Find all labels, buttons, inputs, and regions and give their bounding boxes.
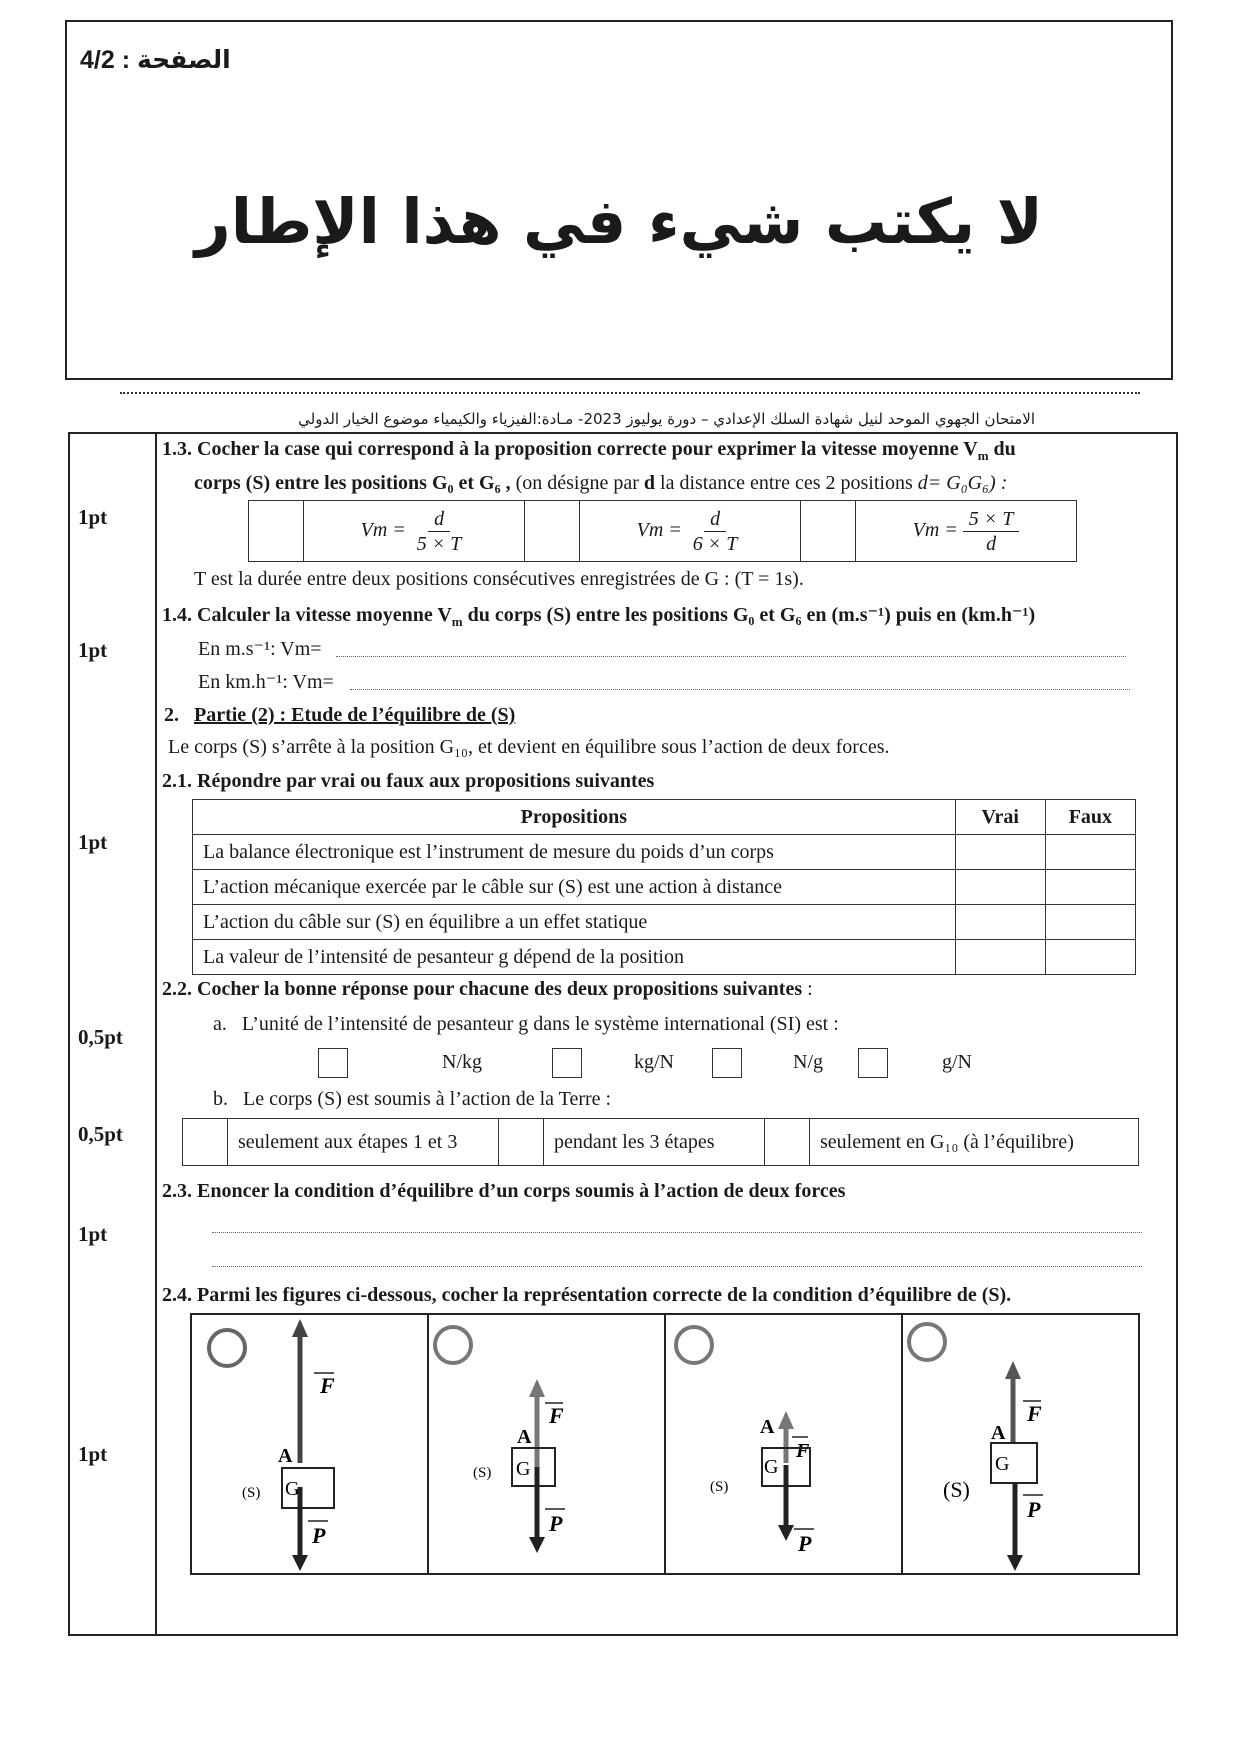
true-false-table [192, 799, 1136, 975]
vm-option-1-den: 5 × T [416, 532, 462, 555]
q23-answer-line-2[interactable] [212, 1266, 1142, 1267]
q13-note: T est la durée entre deux positions consécutives enregistrées de G : (T = 1s). [194, 568, 804, 590]
proposition-2: L’action mécanique exercée par le câble sur (S) est une action à distance [193, 870, 956, 905]
q21-line [162, 770, 654, 793]
no-write-notice: لا يكتب شيء في هذا الإطار [195, 185, 1043, 258]
q24-number: 2.4. [162, 1284, 192, 1306]
earth-option-3-checkbox[interactable] [765, 1119, 810, 1166]
q22a-text: L’unité de l’intensité de pesanteur g dans le système international (SI) est : [241, 1013, 839, 1035]
label-F: F [1027, 1401, 1042, 1426]
points-q23: 1pt [78, 1222, 108, 1246]
q22a-label: a. [213, 1013, 227, 1035]
q22b-label: b. [213, 1088, 228, 1110]
q13-line2-rest2: la distance entre ces 2 positions [655, 472, 918, 494]
part2-number: 2. [164, 704, 179, 726]
q21-number: 2.1. [162, 770, 192, 792]
q13-line2-d: d [643, 472, 656, 494]
figure-2-radio[interactable] [435, 1327, 471, 1363]
faux-cell-3[interactable] [1045, 905, 1135, 940]
earth-option-2-checkbox[interactable] [499, 1119, 544, 1166]
proposition-3: L’action du câble sur (S) en équilibre a un effet statique [193, 905, 956, 940]
arrowhead-icon [1007, 1555, 1023, 1571]
q13-text: Cocher la case qui correspond à la proposition correcte pour exprimer la vitesse moyenne V [197, 438, 978, 460]
col-faux: Faux [1045, 800, 1135, 835]
vm-option-2-lhs: Vm = [636, 518, 682, 541]
label-G: G [516, 1458, 531, 1480]
cut-line [120, 392, 1140, 394]
earth-action-options [182, 1118, 1139, 1166]
vm-option-2-checkbox[interactable] [525, 501, 580, 562]
label-P: P [549, 1511, 563, 1536]
q14-line [162, 602, 1162, 630]
vm-option-3-lhs: Vm = [912, 518, 958, 541]
arrowhead-icon [292, 1319, 308, 1337]
q23-line [162, 1180, 845, 1203]
label-A: A [991, 1422, 1006, 1444]
q13-line2-expr: d= G₀G₆) : [917, 472, 1008, 494]
figure-4-radio[interactable] [909, 1324, 945, 1360]
q23-text: Enoncer la condition d’équilibre d’un corps soumis à l’action de deux forces [197, 1180, 846, 1202]
vm-option-3-den: d [986, 532, 997, 555]
points-q22b: 0,5pt [78, 1122, 123, 1146]
vm-option-2 [580, 501, 801, 562]
arrowhead-icon [1005, 1361, 1021, 1379]
q22b-line [213, 1088, 611, 1111]
table-row [193, 940, 1136, 975]
arrowhead-icon [778, 1411, 794, 1429]
vm-option-1-lhs: Vm = [360, 518, 406, 541]
vm-option-1-checkbox[interactable] [249, 501, 304, 562]
label-A: A [278, 1445, 293, 1467]
q13-end: du [988, 438, 1016, 460]
vrai-cell-1[interactable] [955, 835, 1045, 870]
table-row [193, 870, 1136, 905]
label-P: P [312, 1523, 326, 1548]
unit-option-1-checkbox[interactable] [318, 1048, 348, 1083]
q14-kmh-answer-line[interactable] [350, 689, 1130, 690]
q22a-line [213, 1013, 839, 1036]
label-F: F [796, 1440, 810, 1462]
arrowhead-icon [778, 1525, 794, 1541]
q13-line1 [162, 438, 1142, 464]
q21-text: Répondre par vrai ou faux aux propositions suivantes [197, 770, 655, 792]
points-column-divider [155, 432, 157, 1636]
unit-option-2: kg/N [634, 1051, 674, 1073]
arrowhead-icon [292, 1555, 308, 1571]
q14-ms-answer-line[interactable] [336, 656, 1126, 657]
points-q14: 1pt [78, 638, 108, 662]
label-S: (S) [242, 1485, 261, 1501]
figure-1 [192, 1315, 427, 1573]
q22-text: Cocher la bonne réponse pour chacune des deux propositions suivantes [197, 978, 803, 1000]
vm-option-2-num: d [704, 507, 726, 532]
points-q13: 1pt [78, 505, 108, 529]
vm-option-3-checkbox[interactable] [801, 501, 856, 562]
unit-option-4-checkbox[interactable] [858, 1048, 888, 1083]
q14-kmh-label: En km.h⁻¹: Vm= [198, 671, 334, 693]
q22-number: 2.2. [162, 978, 192, 1000]
q14-ms-label: En m.s⁻¹: Vm= [198, 638, 322, 660]
vm-options-table [248, 500, 1077, 562]
label-P: P [798, 1531, 812, 1556]
page-number: الصفحة : 4/2 [80, 46, 231, 74]
figure-3-radio[interactable] [676, 1327, 712, 1363]
vm-option-1-num: d [428, 507, 450, 532]
faux-cell-4[interactable] [1045, 940, 1135, 975]
points-q21: 1pt [78, 830, 108, 854]
earth-option-1: seulement aux étapes 1 et 3 [228, 1119, 499, 1166]
points-q22a: 0,5pt [78, 1025, 123, 1049]
table-row [193, 835, 1136, 870]
q23-answer-line-1[interactable] [212, 1232, 1142, 1233]
q22b-text: Le corps (S) est soumis à l’action de la Terre : [243, 1088, 612, 1110]
label-G: G [995, 1453, 1010, 1475]
q13-line2 [194, 472, 1164, 495]
label-F: F [320, 1373, 335, 1398]
points-q24: 1pt [78, 1442, 108, 1466]
label-A: A [760, 1416, 775, 1438]
label-F: F [549, 1403, 564, 1428]
q22-line [162, 978, 813, 1001]
earth-option-2: pendant les 3 étapes [544, 1119, 765, 1166]
unit-option-4: g/N [942, 1051, 972, 1073]
vm-option-2-den: 6 × T [692, 532, 738, 555]
vm-option-3-num: 5 × T [963, 507, 1020, 532]
q13-sub: m [977, 448, 989, 463]
exam-header: الامتحان الجهوي الموحد لنيل شهادة السلك الإعدادي – دورة يوليوز 2023- مـادة:الفيزياء والكيمياء موضوع الخيار الدولي [298, 410, 1035, 428]
q14-text-end: du corps (S) entre les positions G₀ et G₆ en (m.s⁻¹) puis en (km.h⁻¹) [462, 604, 1036, 626]
q13-number: 1.3. [162, 438, 192, 460]
proposition-4: La valeur de l’intensité de pesanteur g dépend de la position [193, 940, 956, 975]
part2-intro: Le corps (S) s’arrête à la position G₁₀, et devient en équilibre sous l’action de deux forces. [168, 736, 890, 758]
figures-table [190, 1313, 1140, 1575]
vrai-cell-3[interactable] [955, 905, 1045, 940]
figure-4 [901, 1315, 1138, 1573]
label-S: (S) [710, 1479, 729, 1495]
q14-text: Calculer la vitesse moyenne V [197, 604, 452, 626]
earth-option-1-checkbox[interactable] [183, 1119, 228, 1166]
unit-option-3: N/g [793, 1051, 823, 1073]
q24-line [162, 1284, 1011, 1307]
q24-text: Parmi les figures ci-dessous, cocher la représentation correcte de la condition d’équilibre de (S). [197, 1284, 1012, 1306]
arrowhead-icon [529, 1379, 545, 1397]
proposition-1: La balance électronique est l’instrument de mesure du poids d’un corps [193, 835, 956, 870]
q22-text-end: : [802, 978, 813, 1000]
label-G: G [764, 1456, 779, 1478]
figure-3 [664, 1315, 901, 1573]
label-A: A [517, 1426, 532, 1448]
col-vrai: Vrai [955, 800, 1045, 835]
vrai-cell-2[interactable] [955, 870, 1045, 905]
vm-option-3 [856, 501, 1077, 562]
unit-option-2-checkbox[interactable] [552, 1048, 582, 1083]
figure-2 [427, 1315, 664, 1573]
col-propositions: Propositions [193, 800, 956, 835]
arrowhead-icon [529, 1537, 545, 1553]
faux-cell-1[interactable] [1045, 835, 1135, 870]
vm-option-1 [304, 501, 525, 562]
q14-sub: m [451, 614, 463, 629]
faux-cell-2[interactable] [1045, 870, 1135, 905]
label-S: (S) [943, 1477, 970, 1502]
q14-number: 1.4. [162, 604, 192, 626]
earth-option-3: seulement en G₁₀ (à l’équilibre) [810, 1119, 1139, 1166]
q23-number: 2.3. [162, 1180, 192, 1202]
part2-title: Partie (2) : Etude de l’équilibre de (S) [194, 704, 516, 726]
label-P: P [1027, 1497, 1041, 1522]
unit-option-3-checkbox[interactable] [712, 1048, 742, 1083]
vrai-cell-4[interactable] [955, 940, 1045, 975]
part2-heading [164, 704, 515, 727]
q13-line2-rest: (on désigne par [510, 472, 644, 494]
table-row [193, 905, 1136, 940]
label-S: (S) [473, 1465, 492, 1481]
q13-line2-bold: corps (S) entre les positions G₀ et G₆ , [194, 472, 511, 494]
figure-1-radio[interactable] [209, 1330, 245, 1366]
unit-option-1: N/kg [442, 1051, 482, 1073]
label-G: G [285, 1478, 300, 1500]
